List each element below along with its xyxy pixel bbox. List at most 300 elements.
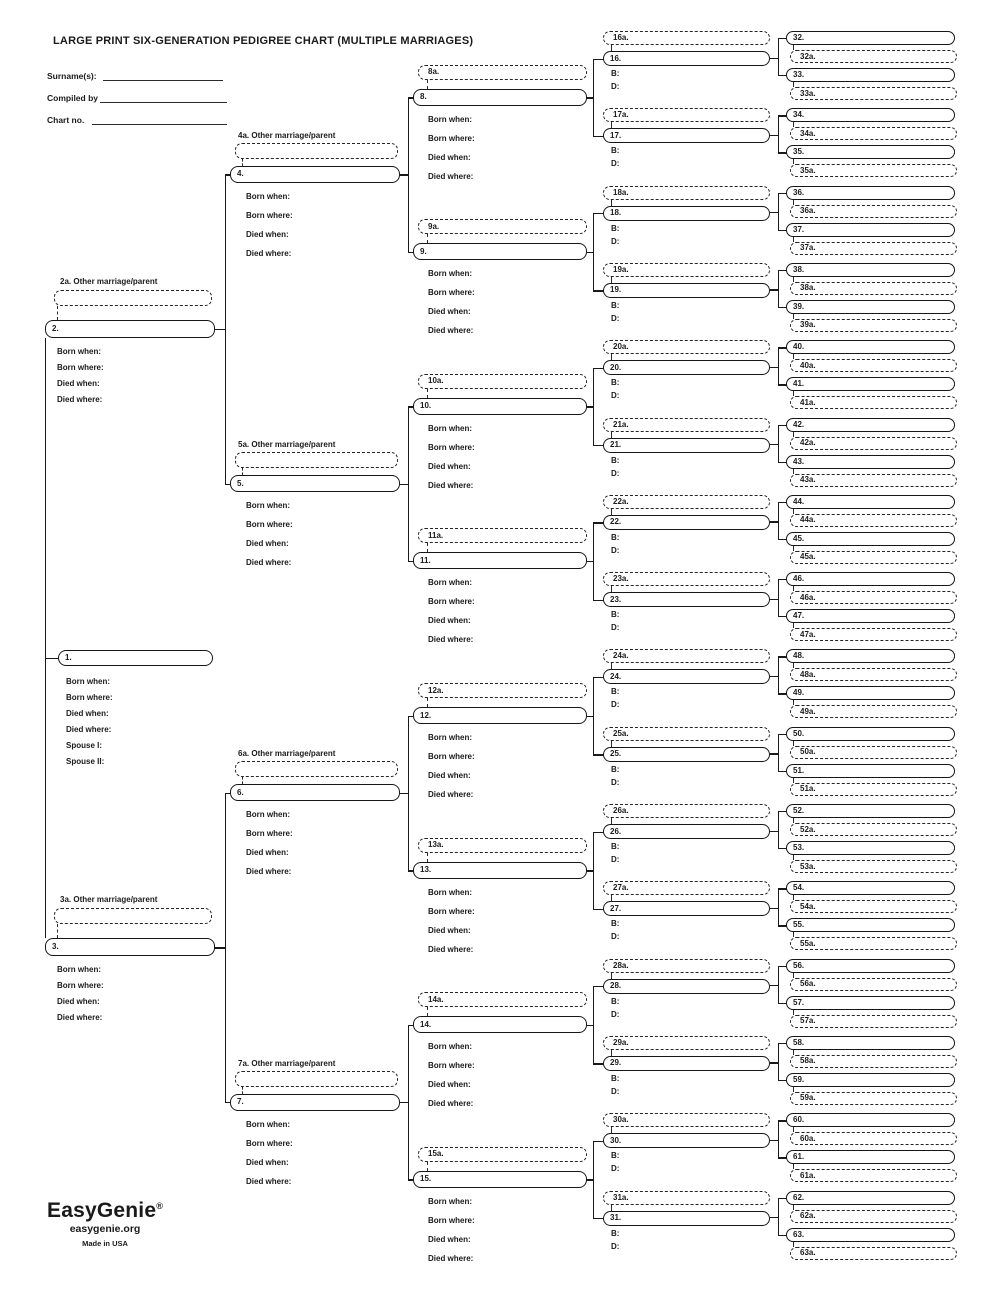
connector-h [778,1235,787,1236]
death-label: D: [611,1241,620,1251]
person-box-26 [603,824,770,839]
connector-v [778,347,779,384]
person-number: 23. [610,594,622,604]
person-box-60 [786,1113,955,1127]
other-marriage-label: 2a. Other marriage/parent [60,277,158,287]
connector-dashed [611,1205,612,1211]
connector-dashed [793,741,794,746]
connector-dashed [793,932,794,937]
connector-h [408,716,414,717]
connector-v [778,811,779,848]
detail-label: Died when: [66,709,109,718]
connector-h [770,212,779,213]
connector-h [593,522,604,523]
person-box-42 [786,418,955,432]
person-number: 46a. [800,592,816,602]
death-label: D: [611,932,620,942]
person-number: 51. [793,765,805,775]
detail-label: Died when: [246,848,289,858]
person-number: 30a. [613,1115,629,1125]
other-marriage-label: 5a. Other marriage/parent [238,440,336,450]
person-number: 12a. [428,685,444,695]
person-number: 43a. [800,475,816,484]
person-number: 31. [610,1213,622,1222]
birth-label: B: [611,687,620,697]
person-box-13 [413,862,587,879]
connector-dashed [427,234,428,243]
connector-h [778,230,787,231]
detail-label: Died when: [428,616,471,626]
connector-h [408,561,414,562]
connector-h [770,521,779,522]
alt-marriage-box-33a [790,87,957,100]
person-box-36 [786,186,955,200]
person-box-32 [786,31,955,45]
death-label: D: [611,313,620,323]
connector-h [778,425,787,426]
connector-h [593,677,604,678]
person-box-63 [786,1228,955,1242]
detail-label: Born when: [428,423,472,433]
detail-label: Died where: [428,480,474,490]
connector-dashed [427,853,428,862]
person-box-57 [786,996,955,1010]
connector-dashed [57,924,58,938]
connector-h [778,347,787,348]
connector-h [778,1120,787,1121]
alt-marriage-box-28a [603,959,770,973]
person-box-38 [786,263,955,277]
connector-dashed [793,82,794,87]
connector-dashed [611,354,612,360]
compiled-by-field-label: Compiled by [47,93,99,103]
connector-h [593,754,604,755]
person-number: 50a. [800,747,816,757]
detail-label: Died where: [66,725,112,734]
connector-dashed [793,1050,794,1055]
connector-h [770,1140,779,1141]
person-box-50 [786,727,955,741]
connector-dashed [242,159,243,166]
person-number: 45a. [800,552,816,562]
alt-marriage-box-30a [603,1113,770,1127]
birth-label: B: [611,69,620,78]
detail-label: Died where: [246,558,292,568]
person-box-25 [603,747,770,762]
person-number: 20a. [613,342,629,352]
person-box-4 [230,166,400,183]
connector-dashed [793,1164,794,1169]
connector-dashed [611,122,612,128]
person-number: 49a. [800,706,816,716]
alt-marriage-box-46a [790,591,957,604]
connector-h [778,925,787,926]
connector-h [778,270,787,271]
connector-h [778,152,787,153]
birth-label: B: [611,300,620,310]
person-number: 48. [793,651,805,661]
connector-dashed [242,1087,243,1094]
connector-h [770,753,779,754]
person-number: 8a. [428,67,440,77]
connector-v [45,338,46,938]
alt-marriage-box-16a [603,31,770,45]
person-number: 17a. [613,110,629,120]
person-number: 40. [793,342,805,352]
person-number: 57. [793,997,805,1007]
connector-h [408,406,414,407]
person-number: 61a. [800,1170,816,1180]
connector-h [778,1198,787,1199]
birth-label: B: [611,764,620,774]
alt-marriage-box-62a [790,1210,957,1223]
death-label: D: [611,468,620,478]
detail-label: Born where: [428,442,475,452]
connector-dashed [611,586,612,592]
alt-marriage-box-29a [603,1036,770,1050]
connector-v [778,38,779,75]
connector-h [770,135,779,136]
detail-label: Spouse II: [66,757,105,766]
connector-dashed [611,895,612,901]
person-box-55 [786,918,955,932]
alt-marriage-box-57a [790,1015,957,1028]
person-number: 59. [793,1074,805,1084]
person-box-44 [786,495,955,509]
person-box-51 [786,764,955,778]
person-box-7 [230,1094,400,1111]
alt-marriage-box-18a [603,186,770,200]
person-box-17 [603,128,770,143]
connector-h [778,1157,787,1158]
alt-marriage-box-49a [790,705,957,718]
connector-v [778,1043,779,1080]
alt-marriage-box-7a [235,1071,398,1087]
alt-marriage-box-24a [603,649,770,663]
connector-h [778,1043,787,1044]
person-number: 43. [793,456,805,466]
person-number: 16a. [613,33,629,42]
detail-label: Died where: [428,171,474,181]
connector-dashed [793,855,794,860]
alt-marriage-box-2a [54,290,212,306]
detail-label: Born where: [428,1061,475,1071]
person-box-21 [603,438,770,453]
connector-dashed [427,1007,428,1016]
brand-text: EasyGenie [47,1199,157,1222]
connector-h [778,656,787,657]
birth-label: B: [611,146,620,156]
person-number: 55. [793,920,805,930]
person-number: 19. [610,285,622,295]
chart-no-fill-line [92,124,227,125]
person-box-2 [45,320,215,338]
connector-h [770,289,779,290]
death-label: D: [611,236,620,246]
connector-h [778,462,787,463]
person-box-24 [603,669,770,684]
connector-h [587,97,594,98]
person-number: 32a. [800,51,816,61]
person-number: 33a. [800,88,816,98]
alt-marriage-box-38a [790,282,957,295]
connector-v [778,270,779,307]
person-number: 26a. [613,806,629,815]
alt-marriage-box-26a [603,804,770,818]
person-number: 22. [610,517,622,527]
person-number: 25a. [613,728,629,738]
connector-h [593,290,604,291]
person-box-37 [786,223,955,237]
detail-label: Died where: [246,867,292,877]
alt-marriage-box-59a [790,1092,957,1105]
person-number: 42a. [800,438,816,447]
connector-h [587,1179,594,1180]
detail-label: Died when: [428,152,471,162]
surname-field-label: Surname(s): [47,71,97,81]
person-number: 14. [420,1019,432,1029]
person-number: 40a. [800,360,816,370]
detail-label: Born when: [246,191,290,201]
connector-dashed [611,741,612,747]
alt-marriage-box-47a [790,628,957,641]
connector-v [778,656,779,693]
person-number: 35a. [800,165,816,175]
connector-dashed [793,391,794,396]
person-number: 28. [610,981,622,991]
connector-h [778,1003,787,1004]
person-number: 53. [793,843,805,852]
person-number: 53a. [800,861,816,871]
detail-label: Born where: [246,1138,293,1148]
connector-dashed [611,432,612,438]
person-number: 6. [237,787,244,797]
person-number: 8. [420,92,427,102]
detail-label: Died where: [428,635,474,645]
alt-marriage-box-8a [418,65,587,80]
detail-label: Born where: [428,288,475,298]
person-number: 52a. [800,824,816,834]
alt-marriage-box-63a [790,1247,957,1260]
alt-marriage-box-21a [603,418,770,432]
person-number: 63a. [800,1248,816,1257]
connector-h [215,947,226,948]
connector-h [408,252,414,253]
connector-dashed [57,306,58,320]
person-box-19 [603,283,770,298]
connector-h [770,985,779,986]
connector-h [400,793,409,794]
brand-made: Made in USA [82,1238,128,1248]
person-box-30 [603,1133,770,1148]
person-box-11 [413,552,587,569]
person-number: 15a. [428,1149,444,1159]
detail-label: Born when: [428,733,472,743]
alt-marriage-box-42a [790,437,957,450]
person-number: 58. [793,1037,805,1047]
person-number: 1. [65,653,72,662]
alt-marriage-box-36a [790,205,957,218]
connector-dashed [793,432,794,437]
detail-label: Born when: [428,114,472,124]
connector-h [770,1217,779,1218]
connector-h [593,136,604,137]
person-box-22 [603,515,770,530]
connector-dashed [793,700,794,705]
connector-h [770,599,779,600]
person-box-9 [413,243,587,260]
person-box-61 [786,1150,955,1164]
connector-h [593,368,604,369]
alt-marriage-box-60a [790,1132,957,1145]
alt-marriage-box-61a [790,1169,957,1182]
detail-label: Died when: [428,1080,471,1090]
person-number: 10. [420,401,432,411]
alt-marriage-box-39a [790,319,957,332]
connector-h [778,38,787,39]
alt-marriage-box-34a [790,127,957,140]
person-number: 60. [793,1115,805,1125]
detail-label: Born where: [246,829,293,839]
connector-h [770,831,779,832]
person-number: 14a. [428,994,444,1004]
alt-marriage-box-50a [790,746,957,759]
connector-h [778,616,787,617]
person-box-39 [786,300,955,314]
detail-label: Born when: [57,965,101,975]
person-number: 27. [610,903,622,913]
connector-dashed [242,777,243,784]
person-box-53 [786,841,955,855]
other-marriage-label: 7a. Other marriage/parent [238,1058,336,1068]
person-number: 29a. [613,1037,629,1047]
alt-marriage-box-4a [235,143,398,159]
death-label: D: [611,777,620,787]
connector-v [778,734,779,771]
alt-marriage-box-19a [603,263,770,277]
person-number: 17. [610,130,622,140]
detail-label: Born where: [246,210,293,220]
person-number: 16. [610,53,622,63]
connector-h [225,1102,231,1103]
person-box-49 [786,686,955,700]
page-title: LARGE PRINT SIX-GENERATION PEDIGREE CHART (MULTIPLE MARRIAGES) [53,35,474,47]
alt-marriage-box-3a [54,908,212,924]
birth-label: B: [611,223,620,233]
connector-dashed [793,237,794,242]
connector-h [587,561,594,562]
person-box-18 [603,206,770,221]
connector-dashed [611,663,612,669]
connector-dashed [427,698,428,707]
detail-label: Born where: [428,752,475,762]
connector-h [400,174,409,175]
connector-h [778,502,787,503]
person-box-29 [603,1056,770,1071]
brand-name [47,1200,163,1221]
connector-h [778,811,787,812]
detail-label: Died when: [428,925,471,935]
person-box-40 [786,340,955,354]
alt-marriage-box-20a [603,340,770,354]
person-number: 59a. [800,1093,816,1103]
detail-label: Born where: [428,133,475,143]
connector-h [593,445,604,446]
connector-h [778,579,787,580]
death-label: D: [611,159,620,169]
person-box-59 [786,1073,955,1087]
alt-marriage-box-25a [603,727,770,741]
connector-h [400,484,409,485]
person-box-8 [413,89,587,106]
person-box-6 [230,784,400,801]
connector-v [778,115,779,152]
death-label: D: [611,1164,620,1174]
detail-label: Died when: [246,229,289,239]
detail-label: Born when: [57,347,101,357]
person-number: 12. [420,710,432,720]
detail-label: Died where: [428,944,474,954]
connector-h [408,1179,414,1180]
alt-marriage-box-58a [790,1055,957,1068]
detail-label: Died when: [428,771,471,781]
detail-label: Died when: [428,1234,471,1244]
brand-site: easygenie.org [69,1223,141,1235]
person-number: 4. [237,169,244,179]
birth-label: B: [611,842,620,851]
alt-marriage-box-11a [418,528,587,543]
person-number: 48a. [800,669,816,679]
connector-h [778,693,787,694]
alt-marriage-box-35a [790,164,957,177]
alt-marriage-box-14a [418,992,587,1007]
person-number: 26. [610,826,622,836]
person-number: 9. [420,246,427,256]
connector-v [778,579,779,616]
person-number: 44a. [800,515,816,525]
detail-label: Born when: [428,269,472,279]
person-box-52 [786,804,955,818]
connector-dashed [793,1127,794,1132]
person-number: 36a. [800,206,816,216]
connector-h [778,307,787,308]
connector-dashed [793,314,794,319]
alt-marriage-box-23a [603,572,770,586]
alt-marriage-box-27a [603,881,770,895]
connector-h [770,444,779,445]
person-number: 2. [52,324,59,334]
birth-label: B: [611,455,620,465]
person-box-54 [786,881,955,895]
person-box-12 [413,707,587,724]
person-box-20 [603,360,770,375]
alt-marriage-box-12a [418,683,587,698]
alt-marriage-box-56a [790,978,957,991]
person-number: 41a. [800,397,816,407]
person-box-35 [786,145,955,159]
connector-dashed [793,818,794,823]
person-number: 24. [610,671,622,681]
person-number: 49. [793,688,805,698]
detail-label: Spouse I: [66,741,103,750]
connector-v [778,193,779,230]
person-number: 21. [610,440,622,449]
connector-dashed [793,469,794,474]
connector-h [587,252,594,253]
alt-marriage-box-9a [418,219,587,234]
alt-marriage-box-44a [790,514,957,527]
connector-h [778,771,787,772]
